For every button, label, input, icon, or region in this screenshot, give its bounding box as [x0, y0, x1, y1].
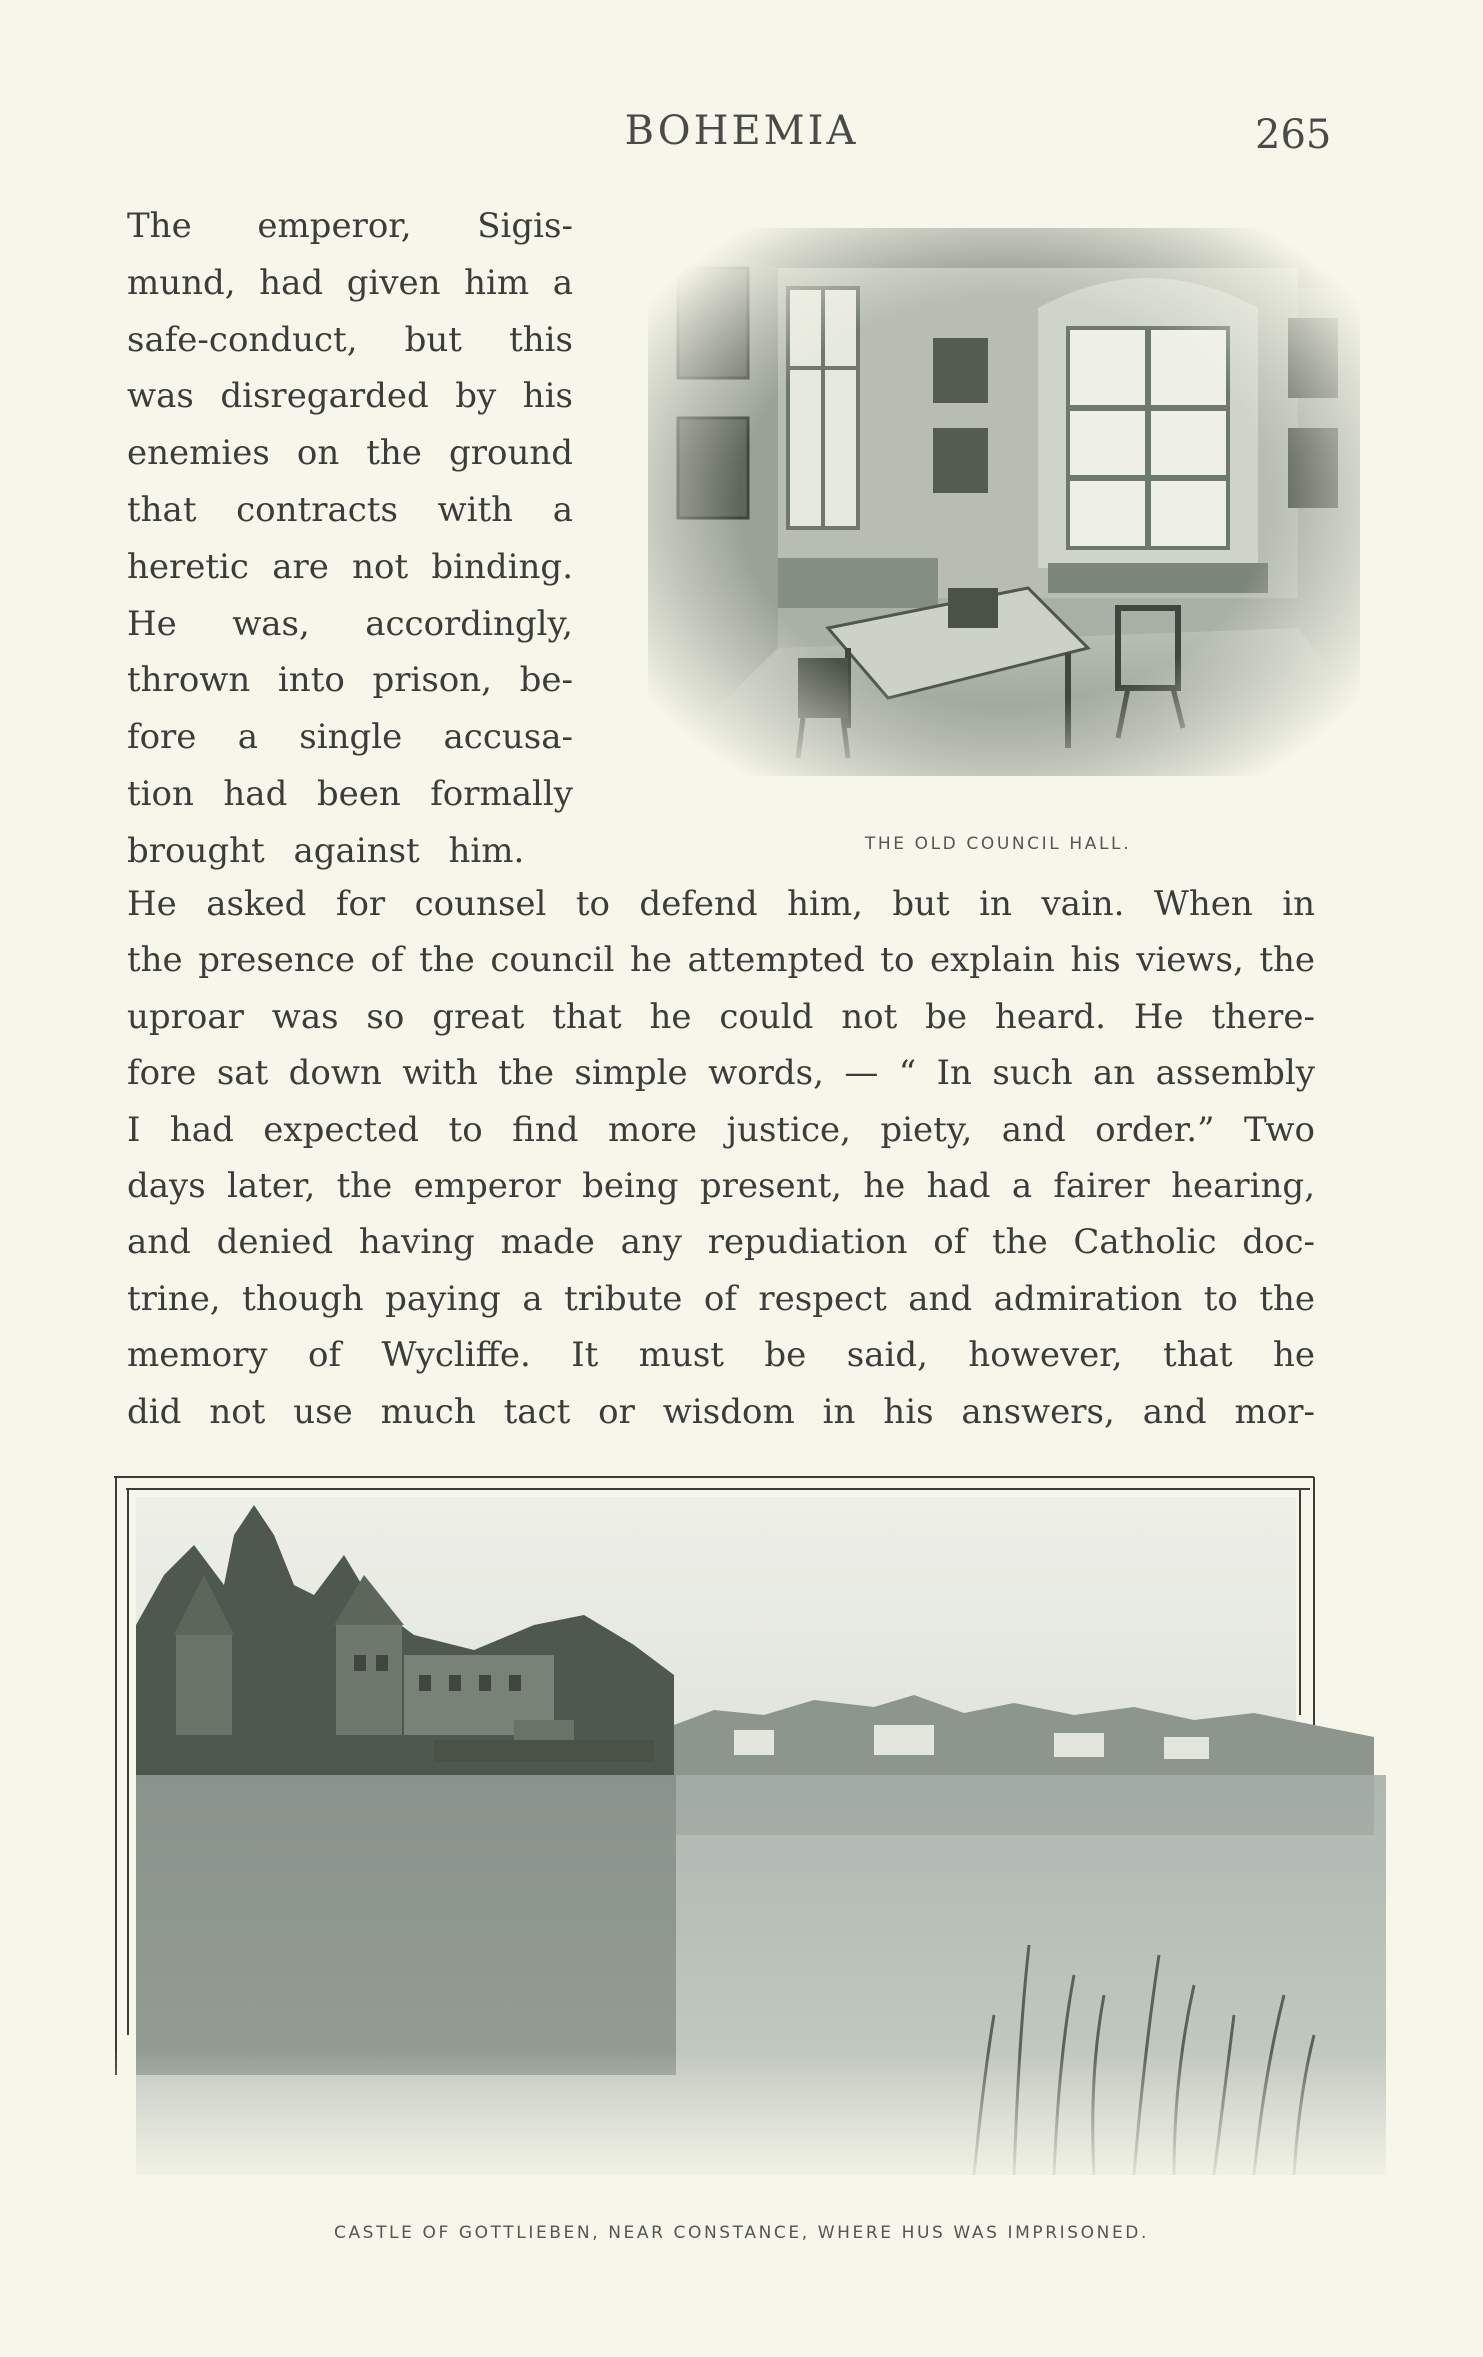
- text-line: the presence of the council he attempted to explain his views, the: [127, 940, 1315, 981]
- text-line: heretic are not binding.: [127, 546, 573, 587]
- figure-caption: THE OLD COUNCIL HALL.: [864, 834, 1132, 854]
- text-line: memory of Wycliffe. It must be said, however, that he: [127, 1335, 1315, 1376]
- text-line: was disregarded by his: [127, 376, 573, 417]
- figure-caption: CASTLE OF GOTTLIEBEN, NEAR CONSTANCE, WHERE HUS WAS IMPRISONED.: [333, 2223, 1150, 2243]
- full-width-text: [127, 876, 1315, 1440]
- text-line: tion had been formally: [127, 773, 573, 814]
- text-line: fore sat down with the simple words, — “ In such an assembly: [127, 1053, 1315, 1094]
- council-hall-illustration: [648, 228, 1360, 776]
- page-number: 265: [1255, 112, 1332, 158]
- text-line: He asked for counsel to defend him, but in vain. When in: [127, 884, 1315, 924]
- text-line: brought against him.: [127, 830, 525, 871]
- running-head: BOHEMIA: [624, 108, 859, 154]
- text-line: safe-conduct, but this: [127, 319, 573, 360]
- text-line: that contracts with a: [127, 489, 573, 530]
- text-line: trine, though paying a tribute of respect and admiration to the: [127, 1278, 1315, 1319]
- text-line: uproar was so great that he could not be heard. He there-: [127, 996, 1315, 1037]
- text-line: enemies on the ground: [127, 433, 573, 474]
- text-line: days later, the emperor being present, he had a fairer hearing,: [127, 1165, 1315, 1206]
- narrow-text-column: [127, 198, 573, 880]
- text-line: and denied having made any repudiation of the Catholic doc-: [127, 1222, 1315, 1263]
- text-line: The emperor, Sigis-: [127, 206, 573, 246]
- text-line: fore a single accusa-: [127, 717, 573, 758]
- text-line: I had expected to find more justice, piety, and order.” Two: [127, 1109, 1315, 1150]
- text-line: He was, accordingly,: [127, 603, 573, 644]
- gottlieben-castle-photo: [114, 1475, 1404, 2195]
- text-line: mund, had given him a: [127, 262, 573, 303]
- text-line: did not use much tact or wisdom in his answers, and mor-: [127, 1391, 1315, 1432]
- text-line: thrown into prison, be-: [127, 660, 573, 701]
